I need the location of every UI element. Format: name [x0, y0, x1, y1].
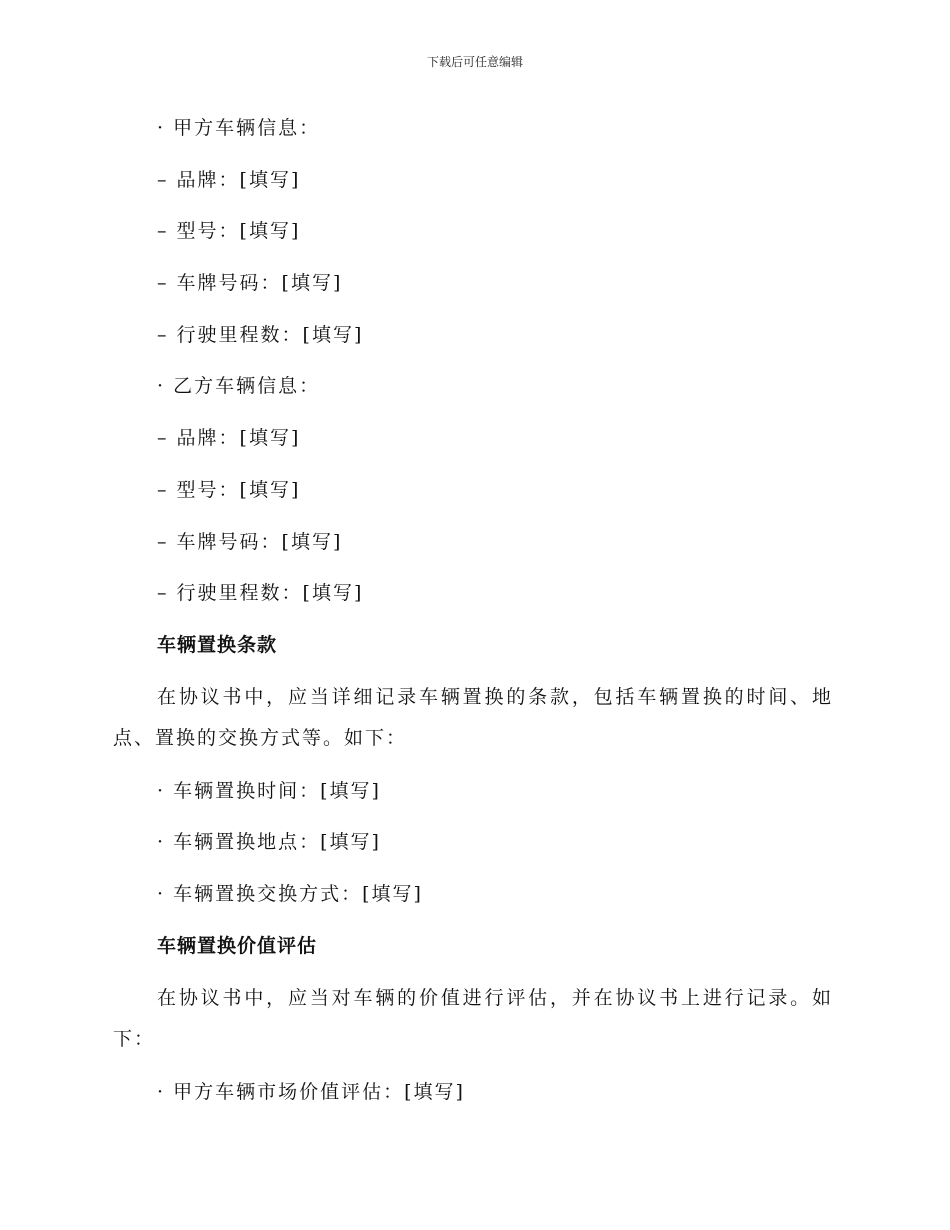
exchange-terms-heading: 车辆置换条款	[157, 633, 278, 656]
exchange-time-item: · 车辆置换时间：[填写]	[157, 779, 381, 802]
party-b-model: – 型号：[填写]	[157, 478, 301, 501]
party-b-brand: – 品牌：[填写]	[157, 427, 301, 450]
exchange-location-item: · 车辆置换地点：[填写]	[157, 831, 381, 854]
exchange-method-item: · 车辆置换交换方式：[填写]	[157, 883, 423, 906]
party-a-mileage: – 行驶里程数：[填写]	[157, 323, 364, 346]
value-assessment-heading: 车辆置换价值评估	[157, 934, 318, 957]
party-b-mileage: – 行驶里程数：[填写]	[157, 582, 364, 605]
party-a-model: – 型号：[填写]	[157, 220, 301, 243]
party-a-brand: – 品牌：[填写]	[157, 168, 301, 191]
party-a-vehicle-title: · 甲方车辆信息：	[157, 117, 321, 139]
page-header: 下载后可任意编辑	[426, 55, 523, 69]
document-body	[113, 108, 833, 1123]
value-assessment-paragraph: 在协议书中，应当对车辆的价值进行评估，并在协议书上进行记录。如下：	[113, 986, 833, 1050]
party-a-market-value-item: · 甲方车辆市场价值评估：[填写]	[157, 1080, 465, 1103]
exchange-terms-paragraph: 在协议书中，应当详细记录车辆置换的条款，包括车辆置换的时间、地点、置换的交换方式等。如下：	[113, 685, 833, 750]
party-b-plate: – 车牌号码：[填写]	[157, 530, 343, 553]
party-a-plate: – 车牌号码：[填写]	[157, 272, 343, 295]
party-b-vehicle-title: · 乙方车辆信息：	[157, 375, 321, 398]
